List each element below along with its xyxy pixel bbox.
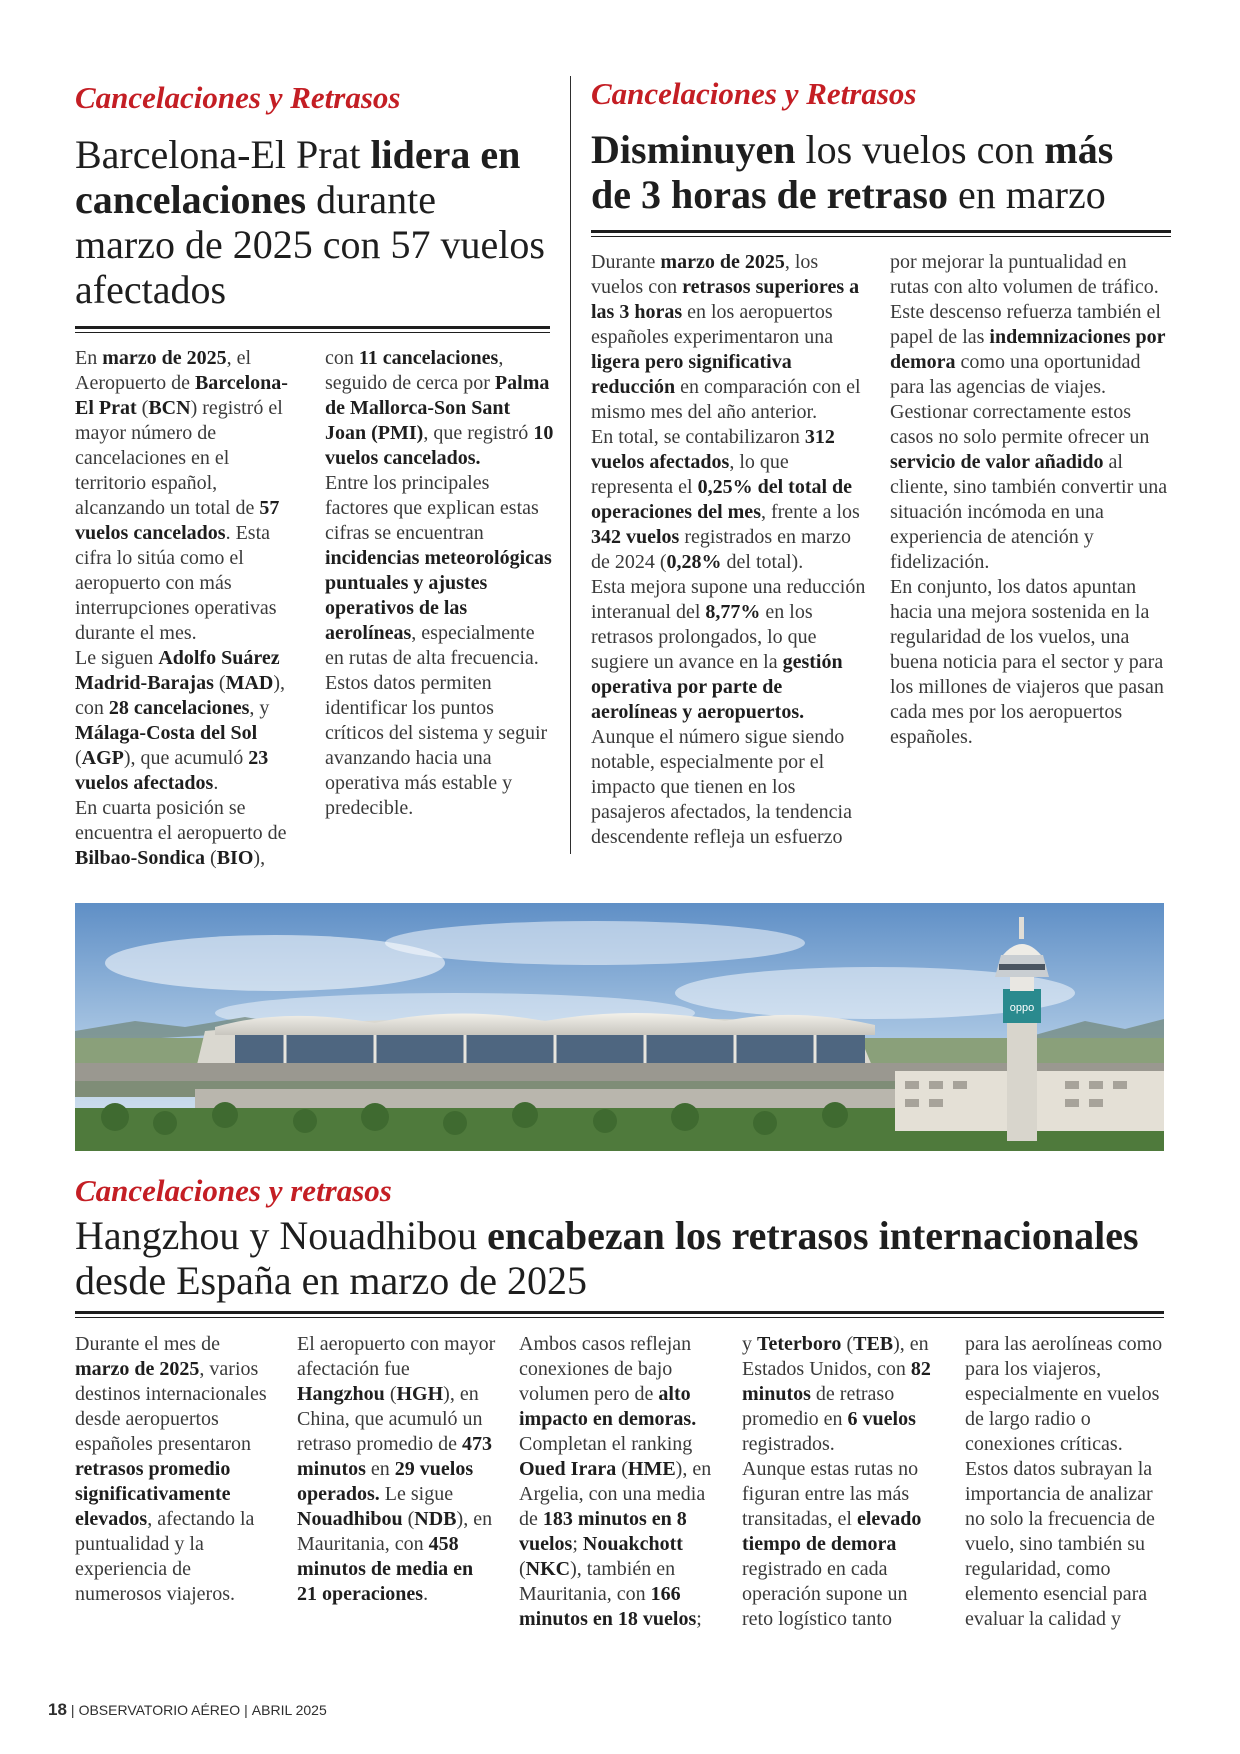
article2-divider — [591, 230, 1171, 233]
paragraph: Aunque estas rutas no figuran entre las más transitadas, el elevado tiempo de demora registrado en cada operación supone un reto logístico tanto — [742, 1458, 922, 1630]
paragraph: Este descenso refuerza también el papel de las indemnizaciones por demora como una oportunidad para las agencias de viajes. Gestionar correctamente estos casos no solo permite ofrecer un servicio de valor añadido al cliente, sino también convertir una situación incómoda en una experiencia de atención y fidelización. — [890, 301, 1168, 573]
paragraph: con 11 cancelaciones, seguido de cerca por Palma de Mallorca-Son Sant Joan (PMI), que registró 10 vuelos cancelados. — [325, 347, 554, 469]
article2-kicker: Cancelaciones y Retrasos — [591, 76, 917, 111]
article1-title — [75, 132, 545, 312]
article3-column-2 — [297, 1332, 497, 1607]
paragraph: Ambos casos reflejan conexiones de bajo volumen pero de alto impacto en demoras. Completan el ranking Oued Irara (HME), en Argelia, con una media de 183 minutos en 8 vuelos; Nouakchott (NKC), también en Mauritania, con 166 minutos en 18 vuelos; — [519, 1333, 712, 1630]
article1-column-1 — [75, 346, 300, 871]
paragraph: Le siguen Adolfo Suárez Madrid-Barajas (MAD), con 28 cancelaciones, y Málaga-Costa del Sol (AGP), que acumuló 23 vuelos afectados. — [75, 647, 285, 794]
article3-title-part2: desde España en marzo de 2025 — [75, 1258, 588, 1303]
page-number: 18 — [48, 1700, 67, 1719]
article1-title-bold: lidera en cancelaciones — [75, 132, 521, 222]
article2-title-part1: los vuelos con — [795, 127, 1045, 172]
paragraph: y Teterboro (TEB), en Estados Unidos, con 82 minutos de retraso promedio en 6 vuelos registrados. — [742, 1333, 931, 1455]
paragraph: para las aerolíneas como para los viajeros, especialmente en vuelos de largo radio o conexiones críticas. — [965, 1333, 1163, 1455]
article3-column-4 — [742, 1332, 942, 1632]
article3-column-1 — [75, 1332, 275, 1607]
paragraph: Estos datos subrayan la importancia de analizar no solo la frecuencia de vuelo, sino también su regularidad, como elemento esencial para evaluar la calidad y — [965, 1458, 1155, 1630]
publication-name: OBSERVATORIO AÉREO — [78, 1702, 241, 1718]
paragraph: Entre los principales factores que explican estas cifras se encuentran incidencias meteorológicas puntuales y ajustes operativos de las aerolíneas, especialmente en rutas de alta frecuencia. — [325, 472, 552, 669]
paragraph: En marzo de 2025, el Aeropuerto de Barcelona-El Prat (BCN) registró el mayor número de cancelaciones en el territorio español, alcanzando un total de 57 vuelos cancelados. Esta cifra lo sitúa como el aeropuerto con más interrupciones operativas durante el mes. — [75, 347, 288, 644]
article3-column-3 — [519, 1332, 721, 1632]
paragraph: Estos datos permiten identificar los puntos críticos del sistema y seguir avanzando hacia una operativa más estable y predecible. — [325, 672, 548, 819]
footer-separator: | — [70, 1702, 75, 1718]
article2-column-1 — [591, 250, 871, 850]
article3-title-bold: encabezan los retrasos internacionales — [487, 1213, 1139, 1258]
paragraph: En conjunto, los datos apuntan hacia una mejora sostenida en la regularidad de los vuelos, una buena noticia para el sector y para los millones de viajeros que pasan cada mes por los aeropuertos españoles. — [890, 576, 1164, 748]
article3-title-part1: Hangzhou y Nouadhibou — [75, 1213, 488, 1258]
article2-title — [591, 127, 1161, 217]
article2-column-2 — [890, 250, 1168, 750]
paragraph: Durante marzo de 2025, los vuelos con retrasos superiores a las 3 horas en los aeropuertos españoles experimentaron una ligera pero significativa reducción en comparación con el mismo mes del año anterior. — [591, 251, 861, 423]
paragraph: por mejorar la puntualidad en rutas con alto volumen de tráfico. — [890, 251, 1159, 298]
article3-title — [75, 1213, 1175, 1303]
airport-panorama-photo — [75, 903, 1164, 1151]
article3-column-5 — [965, 1332, 1170, 1632]
paragraph: En cuarta posición se encuentra el aeropuerto de Bilbao-Sondica (BIO), — [75, 797, 287, 869]
article2-title-part2: en marzo — [948, 172, 1106, 217]
article1-divider — [75, 326, 550, 329]
paragraph: Esta mejora supone una reducción interanual del 8,77% en los retrasos prolongados, lo que sugiere un avance en la gestión operativa por parte de aerolíneas y aeropuertos. — [591, 576, 866, 723]
paragraph: En total, se contabilizaron 312 vuelos afectados, lo que representa el 0,25% del total de operaciones del mes, frente a los 342 vuelos registrados en marzo de 2024 (0,28% del total). — [591, 426, 860, 573]
article1-title-part1: Barcelona-El Prat — [75, 132, 371, 177]
article2-title-bold1: Disminuyen — [591, 127, 796, 172]
issue-date: ABRIL 2025 — [251, 1702, 327, 1718]
paragraph: Aunque el número sigue siendo notable, especialmente por el impacto que tienen en los pasajeros afectados, la tendencia descendente refleja un esfuerzo — [591, 726, 852, 848]
tower-sign: oppo — [1009, 1002, 1035, 1014]
article3-divider — [75, 1311, 1164, 1314]
article1-column-2 — [325, 346, 555, 821]
page-footer — [48, 1700, 327, 1720]
article3-kicker: Cancelaciones y retrasos — [75, 1173, 392, 1208]
article1-title-part2: durante marzo de 2025 con 57 vuelos afectados — [75, 177, 545, 312]
paragraph: El aeropuerto con mayor afectación fue Hangzhou (HGH), en China, que acumuló un retraso promedio de 473 minutos en 29 vuelos operados. Le sigue Nouadhibou (NDB), en Mauritania, con 458 minutos de media en 21 operaciones. — [297, 1333, 496, 1605]
column-separator — [570, 76, 571, 854]
footer-separator: | — [244, 1702, 248, 1718]
paragraph: Durante el mes de marzo de 2025, varios destinos internacionales desde aeropuertos españoles presentaron retrasos promedio significativamente elevados, afectando la puntualidad y la experiencia de numerosos viajeros. — [75, 1333, 267, 1605]
article2-title-bold2: más de 3 horas de retraso — [591, 127, 1114, 217]
article1-kicker: Cancelaciones y Retrasos — [75, 80, 401, 115]
